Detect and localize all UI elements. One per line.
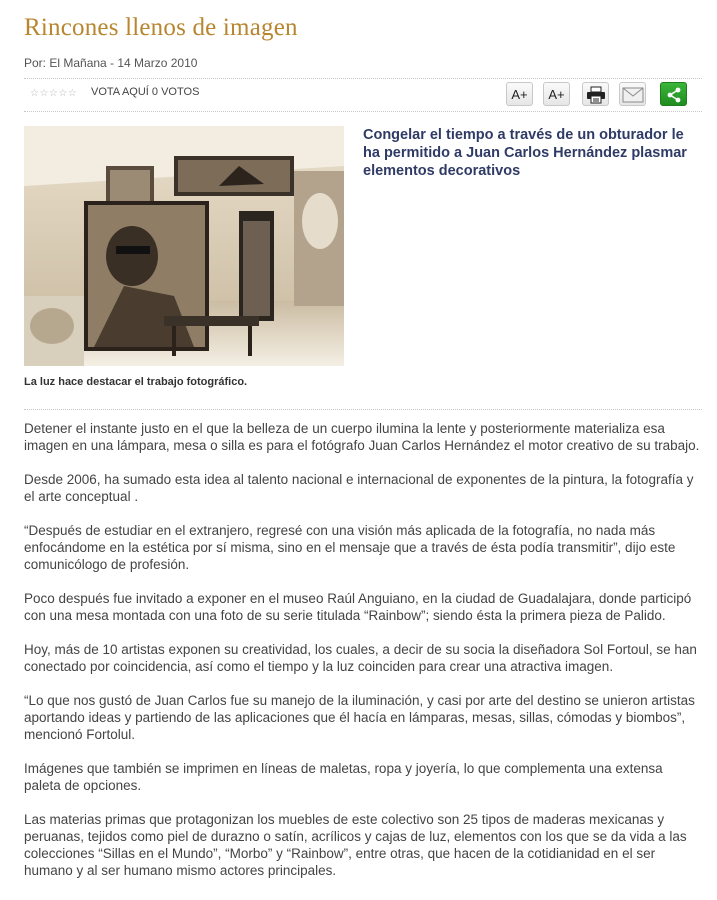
paragraph: Poco después fue invitado a exponer en el museo Raúl Anguiano, en la ciudad de Guadalajara, donde participó con una mesa montada con una foto de su serie titulada “Rainbow”; siendo ésta la primera pieza de Palido.	[24, 591, 692, 623]
paragraph: Imágenes que también se imprimen en líneas de maletas, ropa y joyería, lo que complementa una extensa paleta de opciones.	[24, 761, 663, 793]
font-increase-button[interactable]: A+	[506, 82, 533, 106]
image-caption: La luz hace destacar el trabajo fotográfico.	[24, 376, 248, 388]
article-title: Rincones llenos de imagen	[24, 14, 298, 41]
article-toolbar	[24, 78, 702, 112]
email-button[interactable]	[619, 82, 646, 106]
divider	[24, 409, 702, 410]
paragraph: Desde 2006, ha sumado esta idea al talento nacional e internacional de exponentes de la pintura, la fotografía y el arte conceptual .	[24, 472, 694, 504]
envelope-icon	[622, 87, 644, 103]
share-button[interactable]	[660, 82, 687, 106]
rating-stars[interactable]: ☆☆☆☆☆	[30, 88, 78, 99]
article-body	[24, 420, 702, 896]
print-button[interactable]	[582, 82, 609, 106]
byline: Por: El Mañana - 14 Marzo 2010	[24, 56, 198, 70]
paragraph: “Después de estudiar en el extranjero, regresé con una visión más aplicada de la fotografía, no nada más enfocándome en la estética por sí misma, sino en el mensaje que a través de ésta podía transmitir”, dijo este comunicólogo de profesión.	[24, 523, 676, 572]
paragraph: Detener el instante justo en el que la belleza de un cuerpo ilumina la lente y posteriormente materializa esa imagen en una lámpara, mesa o silla es para el fotógrafo Juan Carlos Hernández el motor creativo de su trabajo.	[24, 421, 700, 453]
share-icon	[666, 87, 682, 103]
paragraph: Hoy, más de 10 artistas exponen su creatividad, los cuales, a decir de su socia la diseñadora Sol Fortoul, se han conectado por coincidencia, así como el tiempo y la luz coinciden para crear una atractiva imagen.	[24, 642, 697, 674]
paragraph: “Lo que nos gustó de Juan Carlos fue su manejo de la iluminación, y casi por arte del destino se unieron artistas aportando ideas y partiendo de las aplicaciones que él hacía en lámparas, mesas, sillas, cómodas y biombos”, mencionó Fortolul.	[24, 693, 695, 742]
article-lead: Congelar el tiempo a través de un obturador le ha permitido a Juan Carlos Hernández plasmar elementos decorativos	[363, 127, 687, 179]
article-photo	[24, 126, 344, 366]
font-increase-button-2[interactable]: A+	[543, 82, 570, 106]
printer-icon	[586, 86, 606, 104]
paragraph: Las materias primas que protagonizan los muebles de este colectivo son 25 tipos de maderas mexicanas y peruanas, tejidos como piel de durazno o satín, acrílicos y cajas de luz, elementos con los que se da vida a las colecciones “Sillas en el Mundo”, “Morbo” y “Rainbow”, entre otras, que hacen de la cotidianidad en el ser humano y al ser humano mismo actores principales.	[24, 812, 687, 878]
vote-label[interactable]: VOTA AQUÍ 0 VOTOS	[91, 86, 200, 98]
